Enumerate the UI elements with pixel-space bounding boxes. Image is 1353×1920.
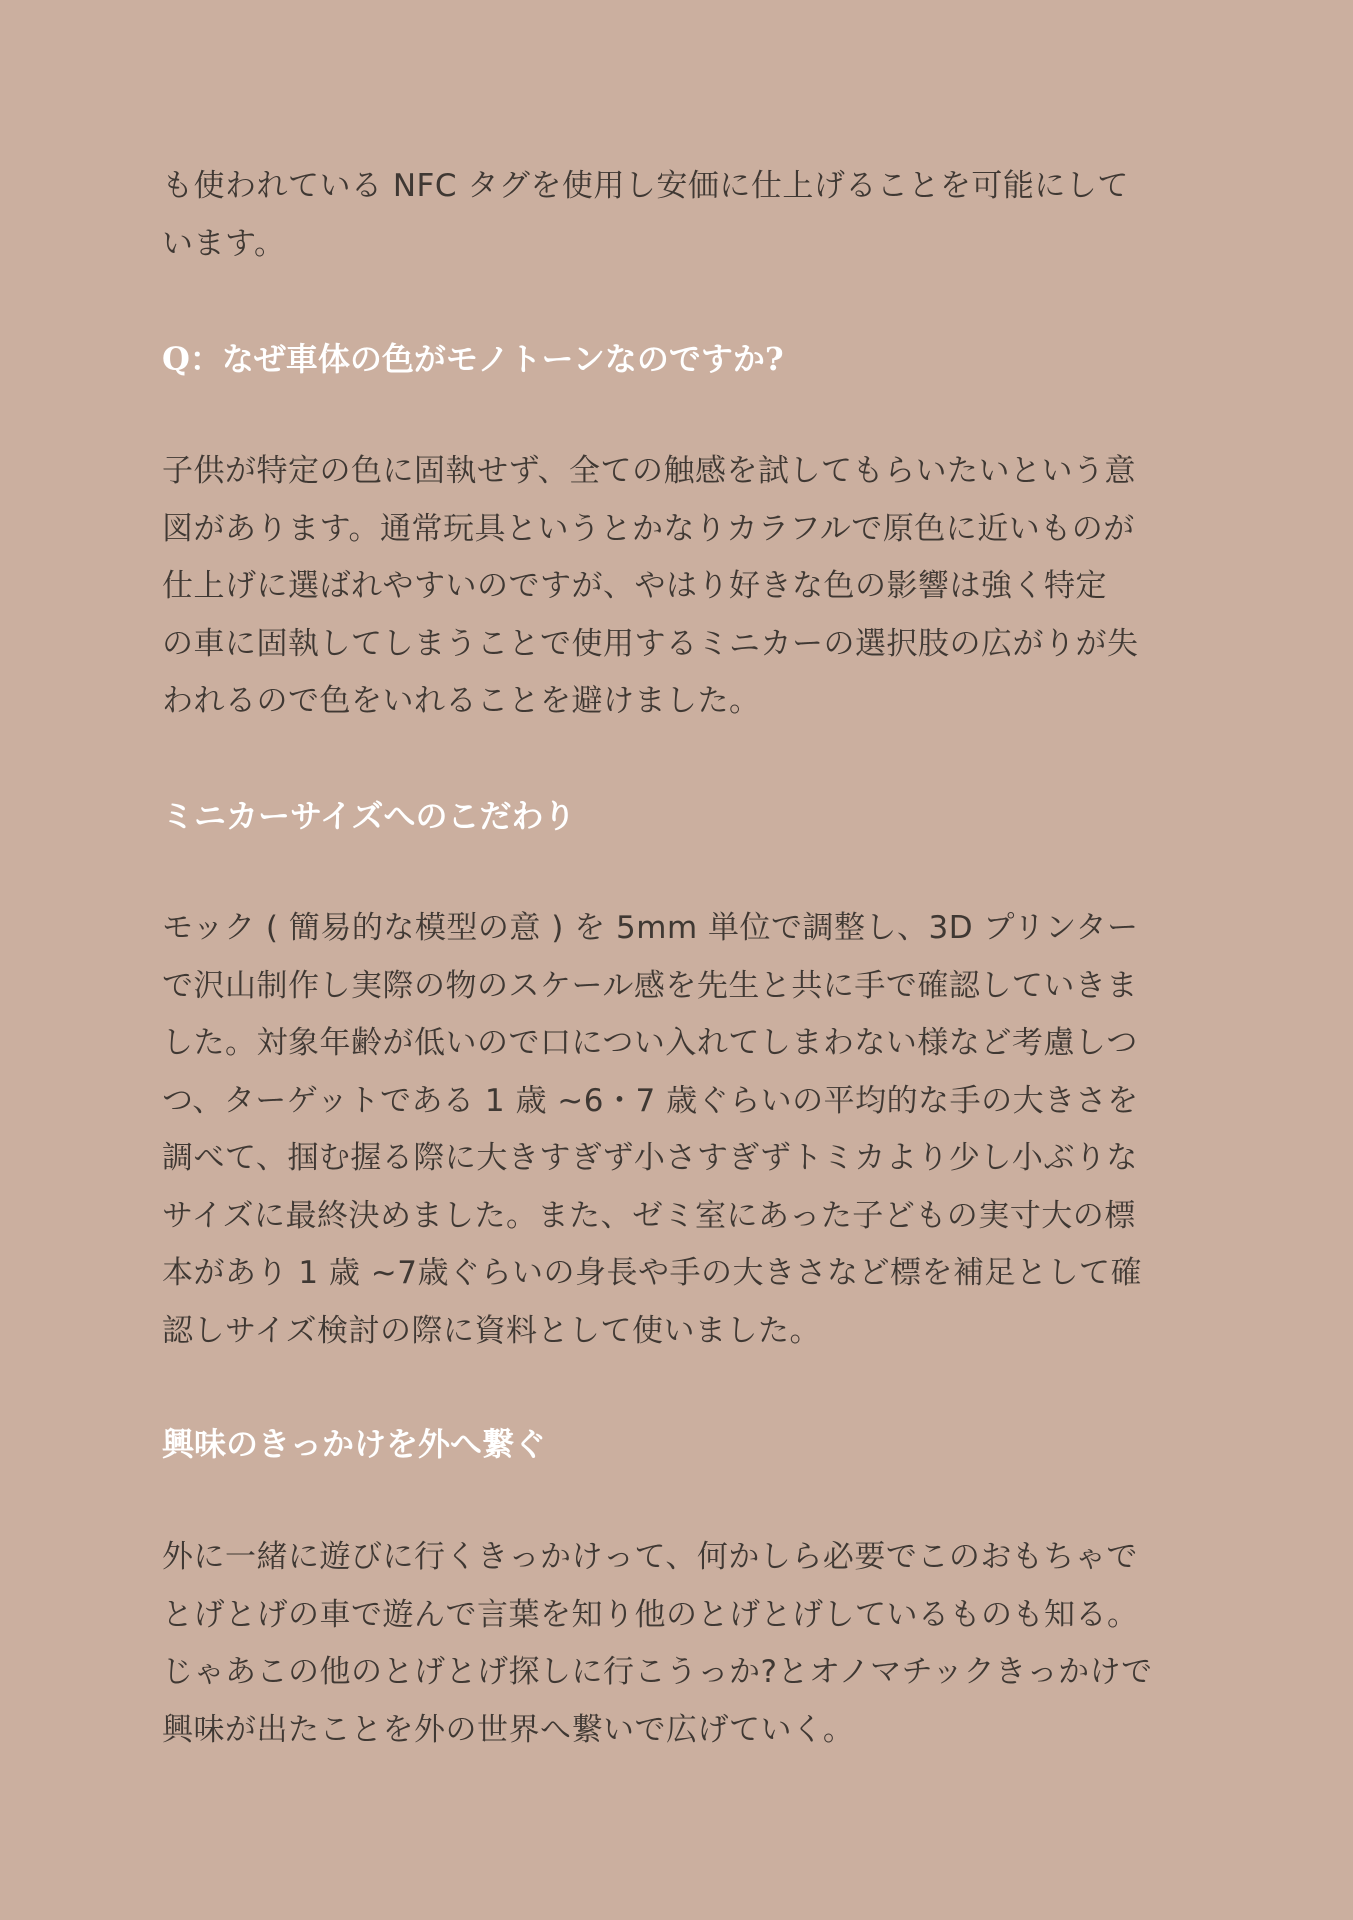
paragraph-line: 外に一緒に遊びに行くきっかけって、何かしら必要でこのおもちゃで	[162, 1539, 1138, 1575]
paragraph-line: じゃあこの他のとげとげ探しに行こうっか?とオノマチックきっかけで	[162, 1654, 1153, 1690]
paragraph-line: サイズに最終決めました。また、ゼミ室にあった子どもの実寸大の標	[162, 1197, 1136, 1234]
paragraph-line: も使われている NFC タグを使用し安価に仕上げることを可能にして	[162, 168, 1129, 204]
paragraph-line: われるので色をいれることを避けました。	[162, 683, 761, 719]
section-heading: Q：なぜ車体の色がモノトーンなのですか?	[162, 340, 784, 378]
paragraph-line: 仕上げに選ばれやすいのですが、やはり好きな色の影響は強く特定	[162, 568, 1107, 604]
paragraph-line: した。対象年齢が低いので口につい入れてしまわない様など考慮しつ	[162, 1025, 1138, 1061]
paragraph-line: とげとげの車で遊んで言葉を知り他のとげとげしているものも知る。	[162, 1596, 1139, 1633]
paragraph-line: で沢山制作し実際の物のスケール感を先生と共に手で確認していきま	[162, 967, 1138, 1004]
paragraph-text	[162, 158, 1202, 273]
paragraph-line: 興味が出たことを外の世界へ繋いで広げていく。	[162, 1711, 855, 1748]
section-heading-outside	[162, 1424, 1202, 1464]
paragraph-line: の車に固執してしまうことで使用するミニカーの選択肢の広がりが失	[162, 625, 1139, 662]
paragraph-line: 調べて、掴む握る際に大きすぎず小さすぎずトミカより少し小ぶりな	[162, 1140, 1138, 1176]
paragraph-line: 子供が特定の色に固執せず、全ての触感を試してもらいたいという意	[162, 453, 1137, 489]
outside-paragraph	[162, 1529, 1202, 1759]
section-heading: 興味のきっかけを外へ繋ぐ	[162, 1425, 547, 1463]
paragraph-line: 認しサイズ検討の際に資料として使いました。	[162, 1312, 822, 1349]
section-heading: ミニカーサイズへのこだわり	[162, 797, 576, 835]
intro-paragraph	[162, 158, 1202, 273]
size-paragraph	[162, 900, 1202, 1360]
paragraph-text	[162, 1529, 1202, 1759]
paragraph-line: 図があります。通常玩具というとかなりカラフルで原色に近いものが	[162, 510, 1135, 547]
paragraph-line: モック ( 簡易的な模型の意 ) を 5mm 単位で調整し、3D プリンター	[162, 910, 1139, 946]
color-paragraph	[162, 443, 1202, 731]
paragraph-text	[162, 900, 1202, 1360]
paragraph-line: います。	[162, 225, 286, 262]
section-heading-size	[162, 796, 1202, 836]
paragraph-line: つ、ターゲットである 1 歳 ~6・7 歳ぐらいの平均的な手の大きさを	[162, 1082, 1139, 1119]
paragraph-line: 本があり 1 歳 ~7歳ぐらいの身長や手の大きさなど標を補足として確	[162, 1255, 1142, 1291]
section-heading-color	[162, 339, 1202, 379]
paragraph-text	[162, 443, 1202, 731]
